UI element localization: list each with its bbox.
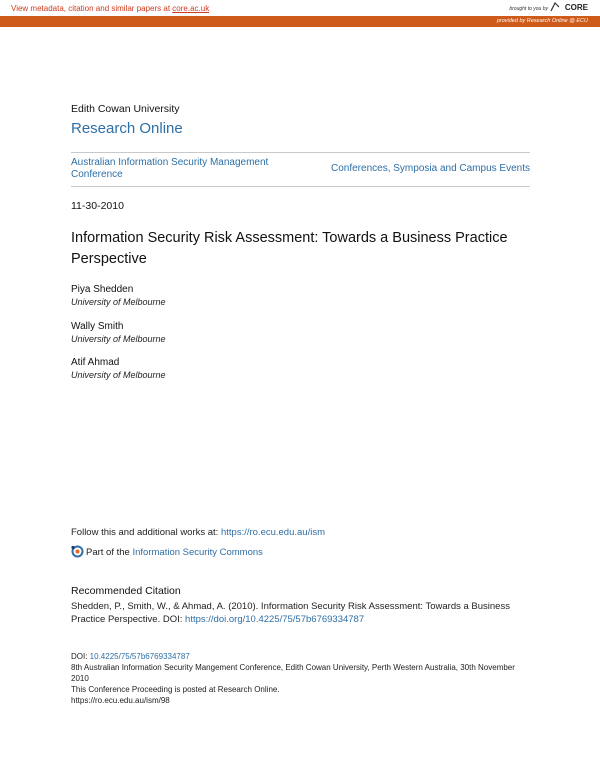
collection-link[interactable]: Conferences, Symposia and Campus Events — [331, 163, 530, 174]
follow-line — [71, 527, 325, 538]
provider-bar — [0, 16, 600, 27]
publication-date: 11-30-2010 — [71, 200, 124, 212]
author-affiliation: University of Melbourne — [71, 334, 166, 344]
core-link[interactable]: core.ac.uk — [172, 4, 210, 13]
divider-bottom — [71, 186, 530, 187]
provided-by-text: provided by Research Online @ ECU — [496, 18, 588, 24]
posted-note: This Conference Proceeding is posted at Research Online. — [71, 685, 280, 694]
metadata-text: View metadata, citation and similar papers at — [11, 4, 173, 13]
conference-link[interactable]: Australian Information Security Management Conference — [71, 157, 269, 180]
follow-text: Follow this and additional works at: — [71, 527, 221, 538]
author-name: Atif Ahmad — [71, 357, 120, 368]
author-affiliation: University of Melbourne — [71, 297, 166, 307]
commons-link[interactable]: Information Security Commons — [132, 547, 263, 558]
metadata-notice — [11, 4, 209, 13]
university-name: Edith Cowan University — [71, 103, 180, 115]
citation-text: Shedden, P., Smith, W., & Ahmad, A. (2010). Information Security Risk Assessment: Towards a Business Practice Perspective. DOI: — [71, 601, 510, 625]
doi-link[interactable]: 10.4225/75/57b6769334787 — [89, 652, 190, 661]
doi-label: DOI: — [71, 652, 90, 661]
brought-by-text: brought to you by — [509, 6, 548, 12]
citation-heading: Recommended Citation — [71, 585, 181, 597]
commons-network-icon — [71, 545, 84, 558]
author-affiliation: University of Melbourne — [71, 370, 166, 380]
paper-title: Information Security Risk Assessment: Towards a Business Practice Perspective — [71, 230, 508, 267]
author-block — [71, 356, 166, 382]
site-name-link[interactable]: Research Online — [71, 120, 183, 137]
divider-top — [71, 152, 530, 153]
part-of-line — [71, 545, 263, 558]
citation-doi-link[interactable]: https://doi.org/10.4225/75/57b6769334787 — [185, 614, 365, 625]
author-name: Wally Smith — [71, 321, 124, 332]
author-block — [71, 320, 166, 346]
citation-text-block — [71, 600, 526, 626]
follow-link[interactable]: https://ro.ecu.edu.au/ism — [220, 527, 325, 538]
author-name: Piya Shedden — [71, 284, 134, 295]
part-of-text: Part of the — [86, 547, 133, 558]
conference-note: 8th Australian Information Security Mangement Conference, Edith Cowan University, Perth Western Australia, 30th November 2010 — [71, 663, 515, 683]
record-url[interactable]: https://ro.ecu.edu.au/ism/98 — [71, 696, 170, 705]
footer-notes — [71, 651, 531, 706]
doi-line — [71, 651, 531, 662]
author-block — [71, 283, 166, 309]
core-logo-icon — [550, 2, 560, 12]
core-logo-text[interactable]: CORE — [564, 3, 588, 12]
core-banner — [0, 0, 600, 16]
